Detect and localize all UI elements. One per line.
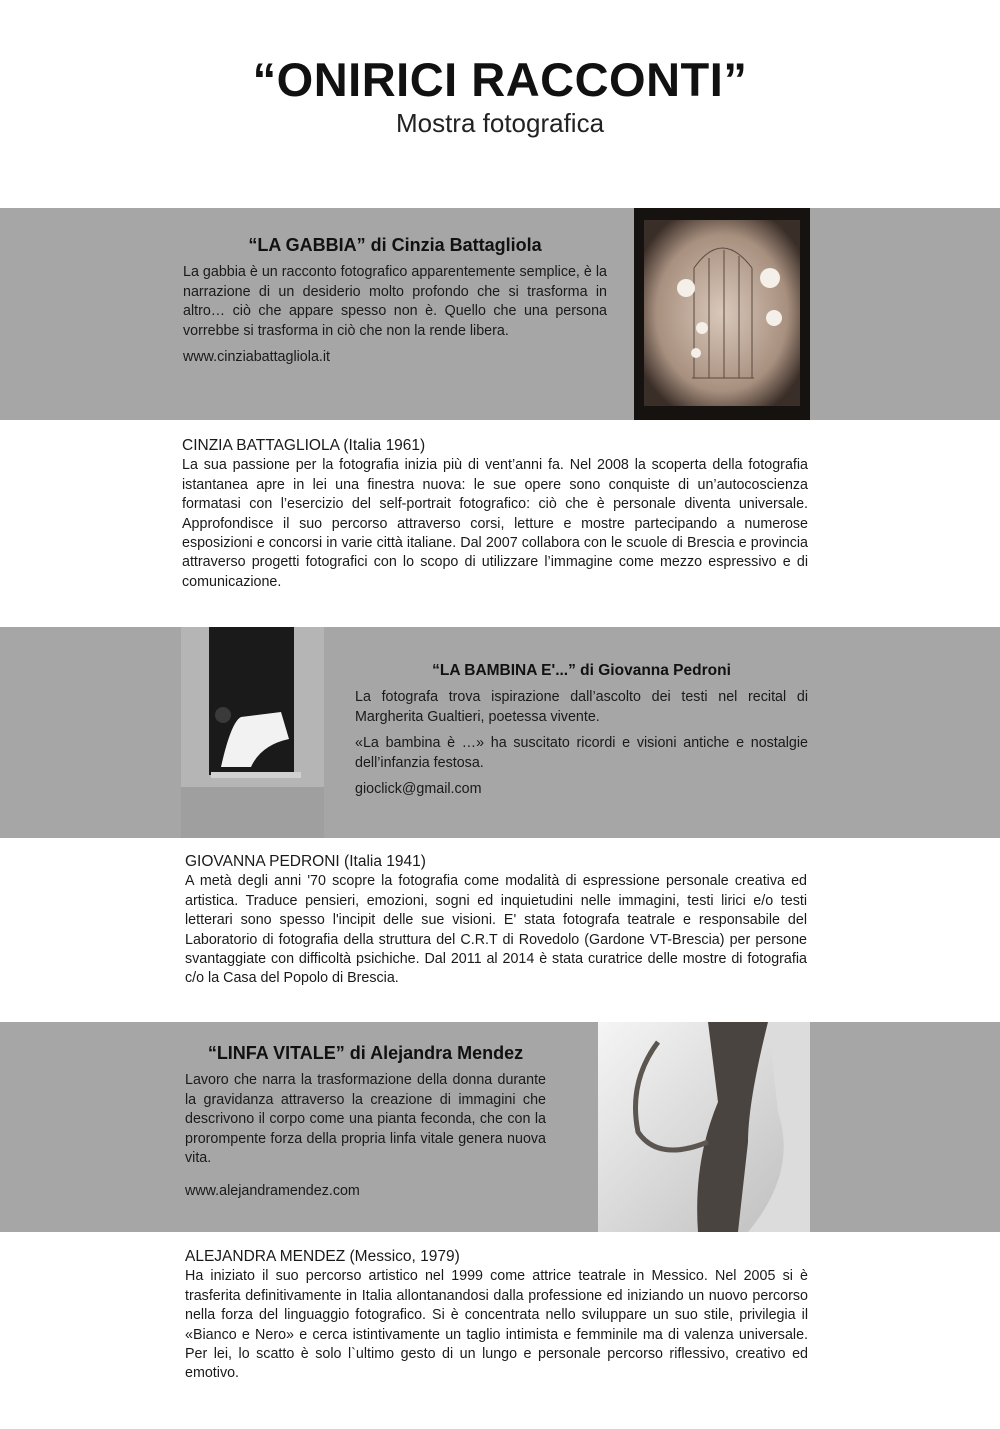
section-description: Lavoro che narra la trasformazione della donna durante la gravidanza attraverso la creazione di immagini che descrivono il corpo come una pianta feconda, che con la prorompente forza della propria linfa vitale genera nuova vita. (185, 1072, 546, 1167)
photo-la-gabbia (634, 208, 810, 420)
section-description: «La bambina è …» ha suscitato ricordi e visioni antiche e nostalgie dell’infanzia festosa. (355, 735, 808, 771)
artist-bio-text: Ha iniziato il suo percorso artistico nel 1999 come attrice teatrale in Messico. Nel 2005 si è trasferita definitivamente in Italia allontanandosi dalla professione ed iniziando un nuovo percorso nella forza del linguaggio fotografico. Si è concentrata nello sviluppare un suo stile, privilegia il «Bianco e Nero» e cerca istintivamente un taglio intimista e femminile ma di valenza universale. Per lei, lo scatto è solo l`ultimo gesto di un lungo e personale percorso riflessivo, creativo ed emotivo. (185, 1268, 808, 1382)
section-description: La fotografa trova ispirazione dall’ascolto dei testi nel recital di Margherita Gualtieri, poetessa vivente. (355, 689, 808, 725)
artist-bio-battagliola (182, 436, 808, 592)
artist-name: ALEJANDRA MENDEZ (Messico, 1979) (185, 1248, 460, 1265)
section-description: La gabbia è un racconto fotografico apparentemente semplice, è la narrazione di un desiderio molto profondo che si trasforma in altro… ciò che appare spesso non è. Quello che una persona vorrebbe si trasforma in ciò che non la rende libera. (183, 264, 607, 339)
poster-subtitle: Mostra fotografica (395, 108, 605, 138)
artist-bio-text: A metà degli anni '70 scopre la fotografia come modalità di espressione personale creativa ed artistica. Traduce pensieri, emozioni, sogni ed inquietudini nelle immagini, testi lirici e/o testi letterari sono spesso l'incipit delle sue visioni. E' stata fotografa teatrale e responsabile del Laboratorio di fotografia della struttura del C.R.T di Rovedolo (Gardone VT-Brescia) per persone svantaggiate con difficoltà psichiche. Dal 2011 al 2014 è stata curatrice delle mostre di fotografia c/o la Casa del Popolo di Brescia. (185, 873, 807, 987)
artist-email-link[interactable]: gioclick@gmail.com (355, 781, 482, 798)
photo-la-bambina (181, 627, 324, 838)
section-heading: “LINFA VITALE” di Alejandra Mendez (207, 1043, 524, 1063)
section-text-bambina (355, 661, 808, 806)
artist-website-link[interactable]: www.alejandramendez.com (185, 1183, 360, 1200)
artist-bio-text: La sua passione per la fotografia inizia più di vent’anni fa. Nel 2008 la scoperta della fotografia istantanea apre in lei una finestra nuova: le sue opere sono conquiste di un’autocoscienza formatasi con l’esercizio del self-portrait fotografico: ciò che è personale diventa universale. Approfondisce il suo percorso attraverso corsi, letture e mostre partecipando a numerose esposizioni e concorsi in varie città italiane. Dal 2007 collabora con le scuole di Brescia e provincia attraverso progetti fotografici con lo scopo di utilizzare l’immagine come mezzo espressivo e di comunicazione. (182, 457, 808, 590)
artist-bio-mendez (185, 1247, 808, 1384)
artist-bio-pedroni (185, 852, 807, 989)
photo-linfa-vitale (598, 1022, 810, 1232)
poster-title: “ONIRICI RACCONTI” (252, 53, 748, 106)
section-heading: “LA GABBIA” di Cinzia Battagliola (248, 235, 542, 255)
artist-website-link[interactable]: www.cinziabattagliola.it (183, 349, 331, 366)
section-heading: “LA BAMBINA E'...” di Giovanna Pedroni (432, 662, 731, 679)
section-text-gabbia (183, 236, 607, 374)
artist-name: GIOVANNA PEDRONI (Italia 1941) (185, 853, 426, 870)
artist-name: CINZIA BATTAGLIOLA (Italia 1961) (182, 437, 426, 454)
section-text-linfa (185, 1044, 546, 1209)
